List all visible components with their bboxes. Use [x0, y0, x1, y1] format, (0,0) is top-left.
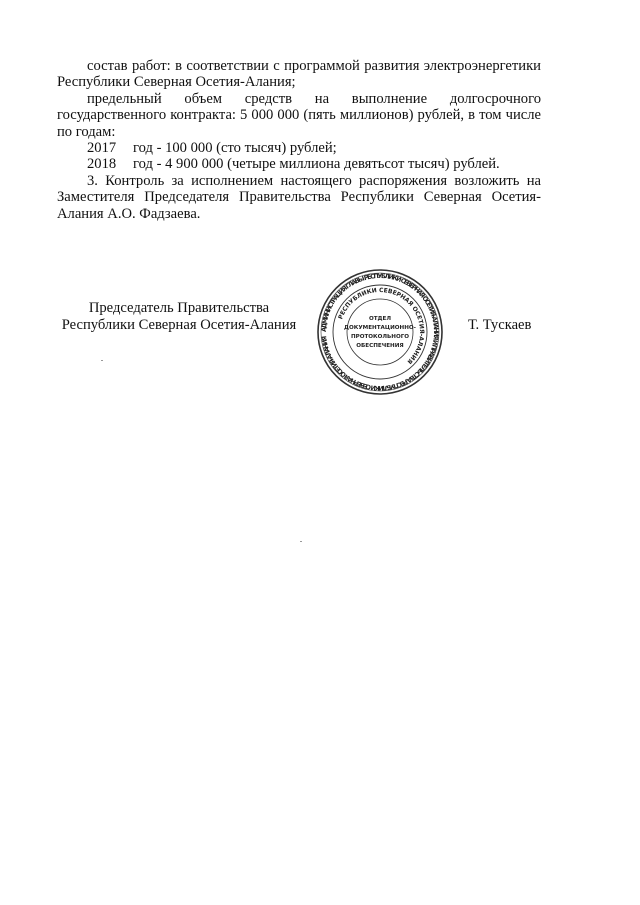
- seal-center-line-4: ОБЕСПЕЧЕНИЯ: [356, 343, 404, 349]
- scan-speck: [300, 541, 302, 542]
- seal-center-line-1: ОТДЕЛ: [368, 316, 392, 322]
- signatory-title: [55, 300, 303, 334]
- year-line-2018: [57, 156, 541, 172]
- paragraph-scope-of-work: состав работ: в соответствии с программой развития электроэнергетики Республики Северная Осетия-Алания;: [57, 58, 541, 91]
- seal-inner-ring: [347, 299, 413, 365]
- official-seal-stamp: [315, 267, 445, 397]
- seal-center-text: [344, 316, 417, 349]
- year-label: 2017: [87, 140, 117, 157]
- document-body: [57, 58, 541, 222]
- year-amount: год - 100 000 (сто тысяч) рублей;: [133, 140, 337, 157]
- seal-center-line-3: ПРОТОКОЛЬНОГО: [350, 334, 410, 340]
- scan-speck: [101, 360, 103, 361]
- year-amount: год - 4 900 000 (четыре миллиона девятьсот тысяч) рублей.: [133, 156, 500, 173]
- year-label: 2018: [87, 156, 117, 173]
- year-line-2017: [57, 140, 541, 156]
- paragraph-item-3-control: 3. Контроль за исполнением настоящего распоряжения возложить на Заместителя Председателя Правительства Республики Северная Осетия-Алания А.О. Фадзаева.: [57, 172, 541, 222]
- seal-center-line-2: ДОКУМЕНТАЦИОННО-: [344, 325, 416, 331]
- signatory-title-line-2: Республики Северная Осетия-Алания: [61, 317, 297, 333]
- seal-inner-ring-text: РЕСПУБЛИКИ СЕВЕРНАЯ ОСЕТИЯ-АЛАНИЯ: [337, 286, 426, 366]
- signatory-name: Т. Тускаев: [468, 317, 532, 333]
- seal-outer-text: АДМИНИСТРАЦИЯ ГЛАВЫ РЕСПУБЛИКИ СЕВЕРНАЯ ОСЕТИЯ-АЛАНИЯ И ПРАВИТЕЛЬСТВА РЕСПУБЛИКИ СЕВЕРНАЯ ОСЕТИЯ-АЛАНИЯ: [320, 272, 440, 392]
- signatory-title-line-1: Председатель Правительства: [88, 300, 270, 316]
- paragraph-funding-limit: предельный объем средств на выполнение долгосрочного государственного контракта: 5 000 000 (пять миллионов) рублей, в том числе по годам:: [57, 90, 541, 140]
